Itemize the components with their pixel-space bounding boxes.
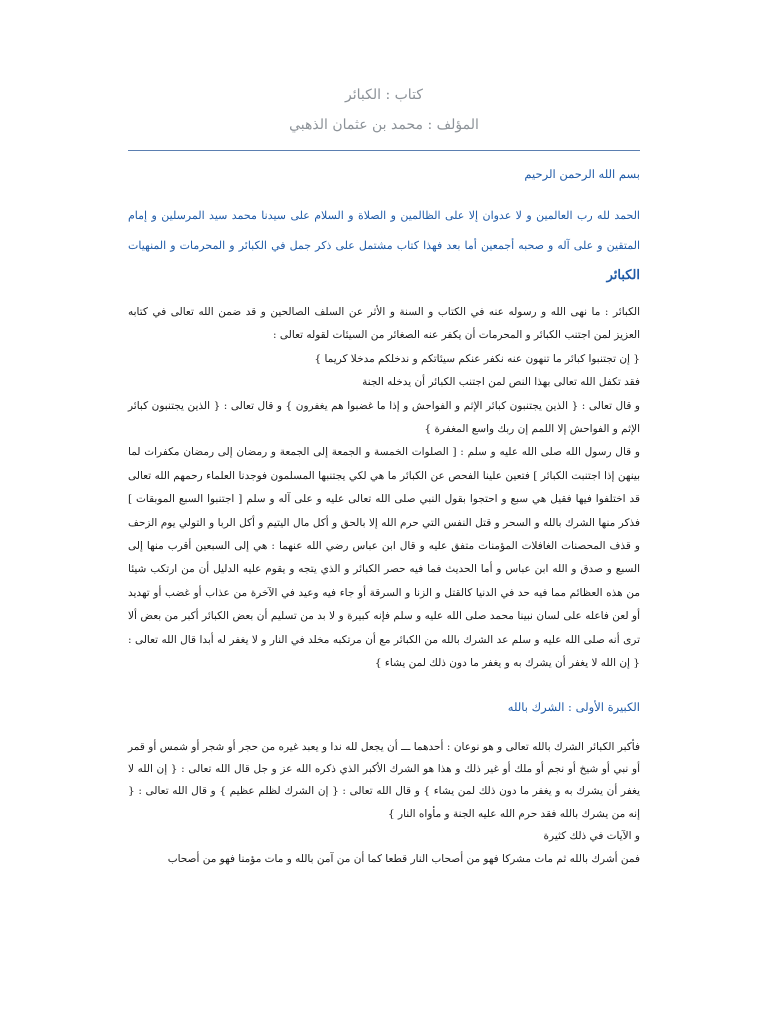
body-text	[128, 301, 640, 676]
intro-paragraph	[128, 201, 640, 291]
paragraph: فأكبر الكبائر الشرك بالله تعالى و هو نوعان : أحدهما ـــ أن يجعل لله ندا و يعبد غيره من حجر أو شجر أو شمس أو قمر أو نبي أو شيخ أو نجم أو ملك أو غير ذلك و هذا هو الشرك الأكبر الذي ذكره الله عز و جل قال الله تعالى : { إن الله لا يغفر أن يشرك به و يغفر ما دون ذلك لمن يشاء } و قال الله تعالى : { إن الشرك لظلم عظيم } و قال الله تعالى : { إنه من يشرك بالله فقد حرم الله عليه الجنة و مأواه النار }	[128, 740, 640, 820]
author-line: المؤلف : محمد بن عثمان الذهبي	[289, 117, 479, 133]
paragraph: فقد تكفل الله تعالى بهذا النص لمن اجتنب الكبائر أن يدخله الجنة	[362, 376, 640, 389]
paragraph: و الآيات في ذلك كثيرة	[543, 830, 640, 843]
title-divider	[128, 150, 640, 151]
book-title: كتاب : الكبائر	[345, 87, 423, 103]
section-body	[128, 736, 640, 870]
paragraph: فمن أشرك بالله ثم مات مشركا فهو من أصحاب النار قطعا كما أن من آمن بالله و مات مؤمنا فهو من أصحاب	[167, 852, 640, 865]
section-heading: الكبيرة الأولى : الشرك بالله	[507, 699, 640, 714]
paragraph: و قال تعالى : { الذين يجتنبون كبائر الإثم و الفواحش و إذا ما غضبوا هم يغفرون } و قال تعالى : { الذين يجتنبون كبائر الإثم و الفواحش إلا اللمم إن ربك واسع المغفرة }	[128, 399, 640, 436]
paragraph: و قال رسول الله صلى الله عليه و سلم : [ الصلوات الخمسة و الجمعة إلى الجمعة و رمضان إلى رمضان مكفرات لما بينهن إذا اجتنبت الكبائر ] فتعين علينا الفحص عن الكبائر ما هي لكي يجتنبها المسلمون فوجدنا العلماء رحمهم الله تعالى قد اختلفوا فيها فقيل هي سبع و احتجوا بقول النبي صلى الله تعالى عليه و على آله و سلم [ اجتنبوا السبع الموبقات ] فذكر منها الشرك بالله و السحر و قتل النفس التي حرم الله إلا بالحق و أكل مال اليتيم و أكل الربا و التولي يوم الزحف و قذف المحصنات الغافلات المؤمنات متفق عليه و قال ابن عباس رضي الله عنهما : هي إلى السبعين أقرب منها إلى السبع و صدق و الله ابن عباس و أما الحديث فما فيه حصر الكبائر و الذي يتجه و يقوم عليه الدليل أن من ارتكب شيئا من هذه العظائم مما فيه حد في الدنيا كالقتل و الزنا و السرقة أو جاء فيه وعيد في الآخرة من عذاب أو غضب أو تهديد أو لعن فاعله على لسان نبينا محمد صلى الله عليه و سلم فإنه كبيرة و لا بد من تسليم أن بعض الكبائر أكبر من بعض ألا ترى أنه صلى الله عليه و سلم عد الشرك بالله من الكبائر مع أن مرتكبه مخلد في النار و لا يغفر له أبدا قال الله تعالى : { إن الله لا يغفر أن يشرك به و يغفر ما دون ذلك لمن يشاء }	[128, 446, 640, 670]
paragraph: { إن تجتنبوا كبائر ما تنهون عنه نكفر عنكم سيئاتكم و ندخلكم مدخلا كريما }	[314, 352, 640, 365]
basmala: بسم الله الرحمن الرحيم	[524, 167, 640, 181]
intro-text: الحمد لله رب العالمين و لا عدوان إلا على الظالمين و الصلاة و السلام على سيدنا محمد سيد المرسلين و إمام المتقين و على آله و صحبه أجمعين أما بعد فهذا كتاب مشتمل على ذكر جمل في الكبائر و المحرمات و المنهيات	[128, 209, 640, 252]
intro-keyword: الكبائر	[606, 268, 640, 283]
paragraph: الكبائر : ما نهى الله و رسوله عنه في الكتاب و السنة و الأثر عن السلف الصالحين و قد ضمن الله تعالى في كتابه العزيز لمن اجتنب الكبائر و المحرمات أن يكفر عنه الصغائر من السيئات لقوله تعالى :	[128, 306, 640, 342]
title-block	[128, 80, 640, 140]
